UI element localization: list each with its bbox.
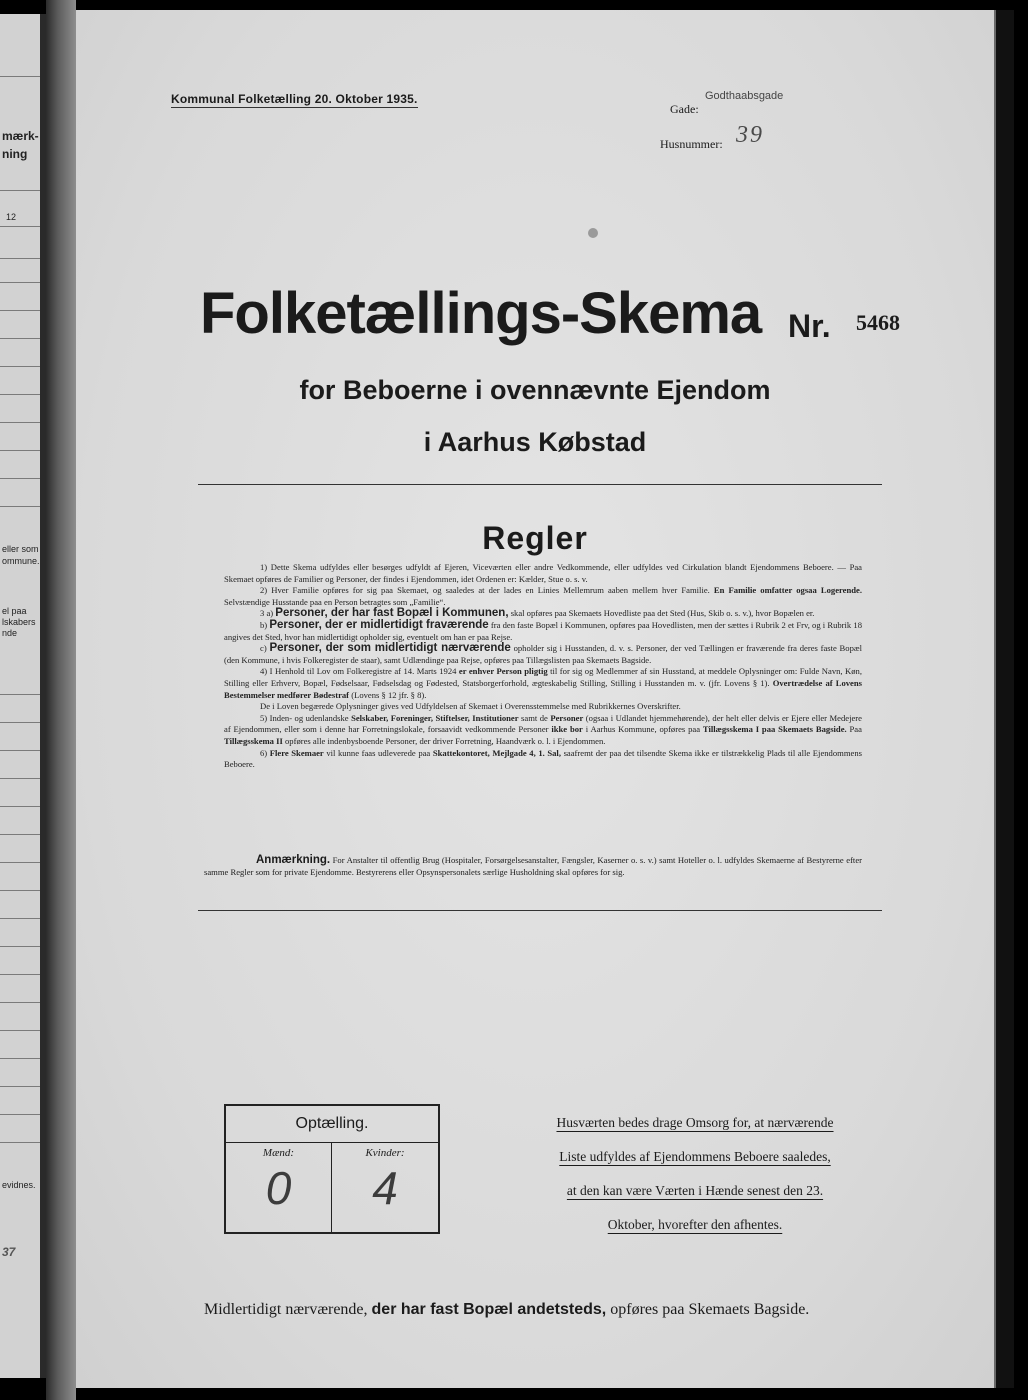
rule-text: i Aarhus Kommune, opføres paa [585,724,701,735]
rule-1 [224,562,862,585]
rule-5 [224,713,862,748]
ruled-line [0,722,40,723]
fragment-text: ning [2,147,28,161]
rule-text: De i Loven begærede Oplysninger gives ved Udfyldelsen af Skemaet i Overensstemmelse med Rubrikkernes Overskrifter. [260,701,681,712]
ruled-line [0,834,40,835]
form-number-label: Nr. [788,308,831,344]
rule-emphasis: Tillægsskema I paa Skemaets Bagside. [702,724,847,735]
rule-4 [224,666,862,701]
rule-text: b) [260,619,268,630]
rule-3b [224,620,862,643]
remark-label: Anmærkning. [256,854,331,866]
rule-emphasis: En Familie omfatter ogsaa Logerende. [713,585,862,596]
women-label: Kvinder: [365,1147,405,1159]
footer-note [204,1301,864,1319]
rule-3c [224,643,862,666]
men-label: Mænd: [262,1147,295,1159]
paper-speck [588,228,598,238]
rule-emphasis: Overtrædelse af Lovens Bestemmelser medfører Bødestraf [224,677,862,700]
footer-emphasis: der har fast Bopæl andetsteds, [371,1301,607,1318]
rule-text: til for sig og Medlemmer af sin Husstand, at meddele Oplysninger om: Fulde Navn, Køn, Stilling eller Erhverv, Bopæl, Fødselsaar, Fødselsdag og Fødested, Statsborgerforhold, ægteskabelig Stilling, Stilling i Husstanden m. v. (jfr. Lovens § 1). [224,666,862,688]
rule-text: 1) Dette Skema udfyldes eller besørges udfyldt af Ejeren, Viceværten eller andre Vedkommende, eller udfyldes ved Cirkulation blandt Ejendommens Beboere. — Paa Skemaet opføres de Familier og Personer, der findes i Ejendommen, idet Ordenen er: Kælder, Stue o. s. v. [224,562,862,584]
rule-text: opholder sig i Husstanden, d. v. s. Personer, der ved Tællingen er fraværende fra deres faste Bopæl (den Kommune, i hvis Folkeregister de staar), samt Udlændinge paa Rejse, opføres paa Tillægslisten paa Skemaets Bagside. [224,643,863,665]
rule-text: fra den faste Bopæl i Kommunen, opføres paa Hovedlisten, men der sættes i Rubrik 2 et Frv, og i Rubrik 18 angives det Sted, hvor han midlertidigt opholder sig, eventuelt om han er paa Rejse. [224,619,862,642]
ruled-line [0,190,40,191]
ruled-line [0,422,40,423]
rule-6 [224,748,862,771]
house-number-label: Husnummer: [660,137,723,151]
footer-text: Midlertidigt nærværende, [204,1301,368,1318]
ruled-line [0,806,40,807]
rule-emphasis: Personer, der har fast Bopæl i Kommunen, [275,607,509,620]
fragment-text: evidnes. [2,1180,36,1190]
fragment-text: eller som [2,544,39,554]
book-spine [46,0,76,1400]
divider-line [198,484,882,485]
rule-text: 6) [260,747,268,758]
rule-emphasis: ikke bor [551,724,583,735]
ruled-line [0,750,40,751]
rule-text: (Lovens § 12 jfr. § 8). [351,689,427,700]
ruled-line [0,918,40,919]
rule-text: saafremt der paa det tilsendte Skema ikke er tilstrækkelig Plads til alle Ejendommens Beboere. [224,747,862,770]
ruled-line [0,478,40,479]
rule-emphasis: er enhver Person pligtig [458,666,548,677]
ruled-line [0,1114,40,1115]
census-header-title: Kommunal Folketælling 20. Oktober 1935. [171,92,418,106]
ruled-line [0,974,40,975]
form-title: Folketællings-Skema [200,281,762,346]
rule-text: 3 a) [260,608,274,619]
fragment-text: nde [2,628,18,638]
ruled-line [0,366,40,367]
ruled-line [0,282,40,283]
women-count-column [332,1142,438,1234]
ruled-line [0,226,40,227]
count-box [224,1104,440,1234]
remark-text: For Anstalter til offentlig Brug (Hospitaler, Forsørgelsesanstalter, Fængsler, Kaserner o. s. v.) samt Hoteller o. l. udfyldes Skemaerne af Bestyrerne efter samme Regler som for private Ejendomme. Bestyrerens eller Opsynspersonalets særlige Husholdning skal opføres for sig. [204,855,862,877]
rule-text: Selvstændige Husstande paa en Person betragtes som „Familie“. [224,596,446,607]
adjacent-page-fragment [0,14,46,1378]
census-form-page [76,10,994,1388]
rule-4-cont [224,701,862,713]
fragment-text: mærk- [2,129,39,143]
rule-text: samt de [521,712,548,723]
rule-text: opføres alle indenbysboende Personer, der driver Forretning, Haandværk o. l. i Ejendommen. [284,735,606,746]
rule-text: 5) Inden- og udenlandske [260,712,349,723]
rule-2 [224,585,862,608]
ruled-line [0,1086,40,1087]
ruled-line [0,1002,40,1003]
rule-emphasis: Personer, der som midlertidigt nærværende [269,642,511,655]
ruled-line [0,76,40,77]
fragment-text: ommune. [2,556,40,566]
fragment-text: el paa [2,606,27,616]
rule-text: c) [260,643,267,654]
ruled-line [0,1142,40,1143]
house-number-handwritten: 39 [736,122,764,148]
notice-line: Oktober, hvorefter den afhentes. [607,1217,783,1232]
ruled-line [0,694,40,695]
rule-text: Paa [849,724,862,735]
notice-line: Husværten bedes drage Omsorg for, at nærværende [556,1115,834,1130]
men-count-handwritten: 0 [265,1162,292,1214]
rule-emphasis: Personer, der er midlertidigt fraværende [269,618,489,631]
rules-heading: Regler [482,520,588,556]
rule-emphasis: Personer [550,712,584,723]
ruled-line [0,338,40,339]
rule-text: skal opføres paa Skemaets Hovedliste paa det Sted (Hus, Skib o. s. v.), hvor Bopælen er. [510,608,815,619]
ruled-line [0,946,40,947]
footer-text: opføres paa Skemaets Bagside. [610,1301,810,1318]
landlord-notice [530,1106,860,1242]
ruled-line [0,310,40,311]
ruled-line [0,1030,40,1031]
rules-text [224,562,862,771]
fragment-handwriting: 37 [2,1245,16,1259]
fragment-text: lskabers [2,617,36,627]
rule-text: 2) Hver Familie opføres for sig paa Skemaet, og saaledes at der lades en Linies Mellemrum aaben mellem hver Familie. [260,585,710,596]
street-label: Gade: [670,102,699,116]
rule-text: (ogsaa i Udlandet hjemmehørende), der helt eller delvis er Ejere eller Medejere af Ejendommen, eller som i denne har Forretningslokale, forsaavidt vedkommende Personer [224,712,862,735]
remark-block [204,855,862,878]
rule-emphasis: Skattekontoret, Mejlgade 4, 1. Sal, [432,747,561,758]
women-count-handwritten: 4 [372,1162,398,1214]
form-subtitle-town: i Aarhus Købstad [423,427,647,457]
rule-text: vil kunne faas udleverede paa [326,747,431,758]
divider-line [198,910,882,911]
rule-emphasis: Tillægsskema II [224,735,283,746]
men-count-column [226,1142,332,1234]
form-number-value: 5468 [856,310,900,335]
notice-line: at den kan være Værten i Hænde senest den 23. [566,1183,824,1198]
rule-emphasis: Flere Skemaer [269,747,324,758]
ruled-line [0,862,40,863]
ruled-line [0,506,40,507]
ruled-line [0,394,40,395]
ruled-line [0,890,40,891]
page-edge-right [994,10,1014,1388]
ruled-line [0,1058,40,1059]
ruled-line [0,450,40,451]
count-box-title: Optælling. [226,1106,438,1143]
street-value-stamp: Godthaabsgade [705,90,784,102]
remark-paragraph [204,855,862,878]
fragment-text: 12 [6,212,17,222]
rule-text: 4) I Henhold til Lov om Folkeregistre af 14. Marts 1924 [260,666,457,677]
form-subtitle-residents: for Beboerne i ovennævnte Ejendom [299,375,771,405]
rule-emphasis: Selskaber, Foreninger, Stiftelser, Institutioner [351,712,519,723]
ruled-line [0,258,40,259]
ruled-line [0,778,40,779]
notice-line: Liste udfyldes af Ejendommens Beboere saaledes, [559,1149,831,1164]
